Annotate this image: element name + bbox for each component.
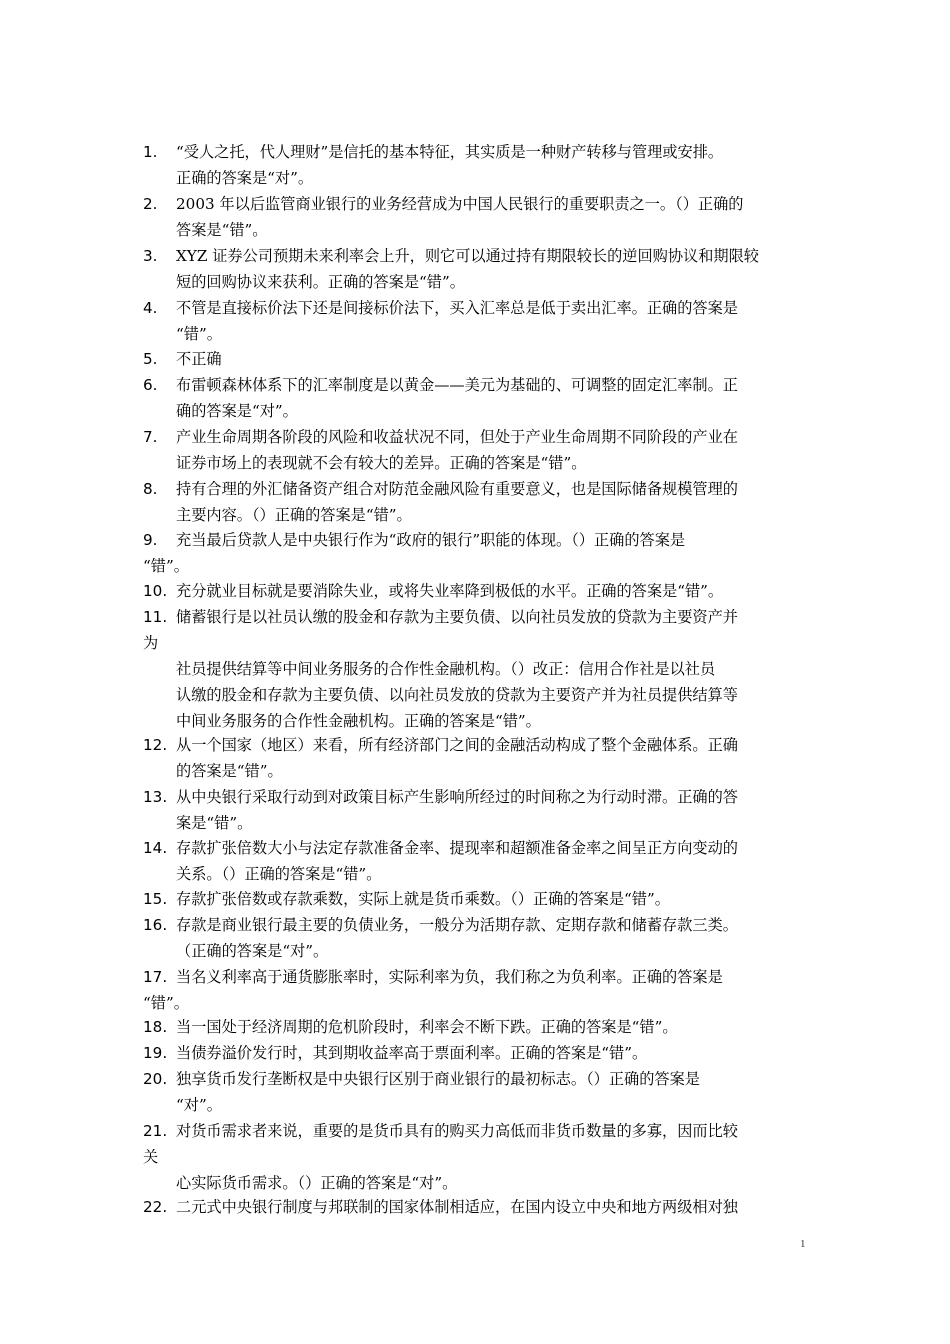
item-text-line: 中间业务服务的合作性金融机构。正确的答案是“错”。 [176,712,541,730]
item-number: 21. [143,1122,168,1140]
item-number: 20. [143,1070,168,1088]
item-text-line: （正确的答案是“对”。 [176,942,329,960]
item-text-line: 认缴的股金和存款为主要负债、以向社员发放的贷款为主要资产并为社员提供结算等 [176,686,738,704]
item-number: 22. [143,1198,168,1216]
item-text-line: 正确的答案是“对”。 [176,169,314,187]
item-text-line: 当名义利率高于通货膨胀率时，实际利率为负，我们称之为负利率。正确的答案是 [176,968,723,986]
item-text-line: 当债券溢价发行时，其到期收益率高于票面利率。正确的答案是“错”。 [176,1044,648,1062]
item-text-line: 为 [143,634,159,652]
item-number: 2. [143,195,158,213]
item-text-line: 不管是直接标价法下还是间接标价法下，买入汇率总是低于卖出汇率。正确的答案是 [176,299,738,317]
item-text-line: 心实际货币需求。（）正确的答案是“对”。 [176,1174,458,1192]
item-text-line: 充分就业目标就是要消除失业，或将失业率降到极低的水平。正确的答案是“错”。 [176,582,724,600]
item-text-line: “错”。 [143,557,189,575]
item-number: 16. [143,916,168,934]
item-text-line: 关系。（）正确的答案是“错”。 [176,865,382,883]
item-text-line: 储蓄银行是以社员认缴的股金和存款为主要负债、以向社员发放的贷款为主要资产并 [176,608,738,626]
item-number: 14. [143,839,168,857]
item-text-line: XYZ 证券公司预期未来利率会上升，则它可以通过持有期限较长的逆回购协议和期限较 [176,247,759,265]
item-text-line: 存款是商业银行最主要的负债业务，一般分为活期存款、定期存款和储蓄存款三类。 [176,916,738,934]
item-number: 8. [143,480,158,498]
item-number: 12. [143,736,168,754]
item-text-line: 从中央银行采取行动到对政策目标产生影响所经过的时间称之为行动时滞。正确的答 [176,788,738,806]
item-number: 1. [143,143,158,161]
item-number: 5. [143,350,158,368]
item-text-line: 社员提供结算等中间业务服务的合作性金融机构。（）改正：信用合作社是以社员 [176,660,716,678]
item-text-line: 关 [143,1148,159,1166]
item-text-line: 独享货币发行垄断权是中央银行区别于商业银行的最初标志。（）正确的答案是 [176,1070,700,1088]
item-number: 18. [143,1018,168,1036]
item-text-line: 充当最后贷款人是中央银行作为“政府的银行”职能的体现。（）正确的答案是 [176,531,686,549]
item-text-line: 2003 年以后监管商业银行的业务经营成为中国人民银行的重要职责之一。（）正确的 [176,195,744,213]
item-text-line: 对货币需求者来说，重要的是货币具有的购买力高低而非货币数量的多寡，因而比较 [176,1122,738,1140]
item-text-line: 证券市场上的表现就不会有较大的差异。正确的答案是“错”。 [176,454,587,472]
item-text-line: 从一个国家（地区）来看，所有经济部门之间的金融活动构成了整个金融体系。正确 [176,736,738,754]
item-text-line: 案是“错”。 [176,814,253,832]
item-text-line: 二元式中央银行制度与邦联制的国家体制相适应，在国内设立中央和地方两级相对独 [176,1198,738,1216]
item-text-line: 不正确 [176,350,222,368]
item-number: 19. [143,1044,168,1062]
item-text-line: “错”。 [143,994,189,1012]
item-number: 11. [143,608,168,626]
item-text-line: 当一国处于经济周期的危机阶段时，利率会不断下跌。正确的答案是“错”。 [176,1018,678,1036]
item-number: 6. [143,376,158,394]
item-text-line: 短的回购协议来获利。正确的答案是“错”。 [176,273,465,291]
item-text-line: “错”。 [176,325,222,343]
page-number: 1 [800,1238,806,1250]
item-text-line: 主要内容。（）正确的答案是“错”。 [176,506,412,524]
item-number: 7. [143,428,158,446]
item-text-line: 答案是“错”。 [176,221,268,239]
item-text-line: 确的答案是“对”。 [176,402,298,420]
item-text-line: 持有合理的外汇储备资产组合对防范金融风险有重要意义，也是国际储备规模管理的 [176,480,738,498]
item-text-line: “对”。 [176,1096,222,1114]
item-number: 10. [143,582,168,600]
item-number: 13. [143,788,168,806]
item-number: 15. [143,890,168,908]
item-number: 9. [143,531,158,549]
item-text-line: 产业生命周期各阶段的风险和收益状况不同，但处于产业生命周期不同阶段的产业在 [176,428,738,446]
item-text-line: 布雷顿森林体系下的汇率制度是以黄金——美元为基础的、可调整的固定汇率制。正 [176,376,738,394]
item-text-line: 存款扩张倍数大小与法定存款准备金率、提现率和超额准备金率之间呈正方向变动的 [176,839,738,857]
item-text-line: 的答案是“错”。 [176,762,283,780]
item-text-line: 存款扩张倍数或存款乘数，实际上就是货币乘数。（）正确的答案是“错”。 [176,890,670,908]
item-number: 17. [143,968,168,986]
item-number: 4. [143,299,158,317]
item-number: 3. [143,247,158,265]
item-text-line: “受人之托，代人理财”是信托的基本特征，其实质是一种财产转移与管理或安排。 [176,143,724,161]
